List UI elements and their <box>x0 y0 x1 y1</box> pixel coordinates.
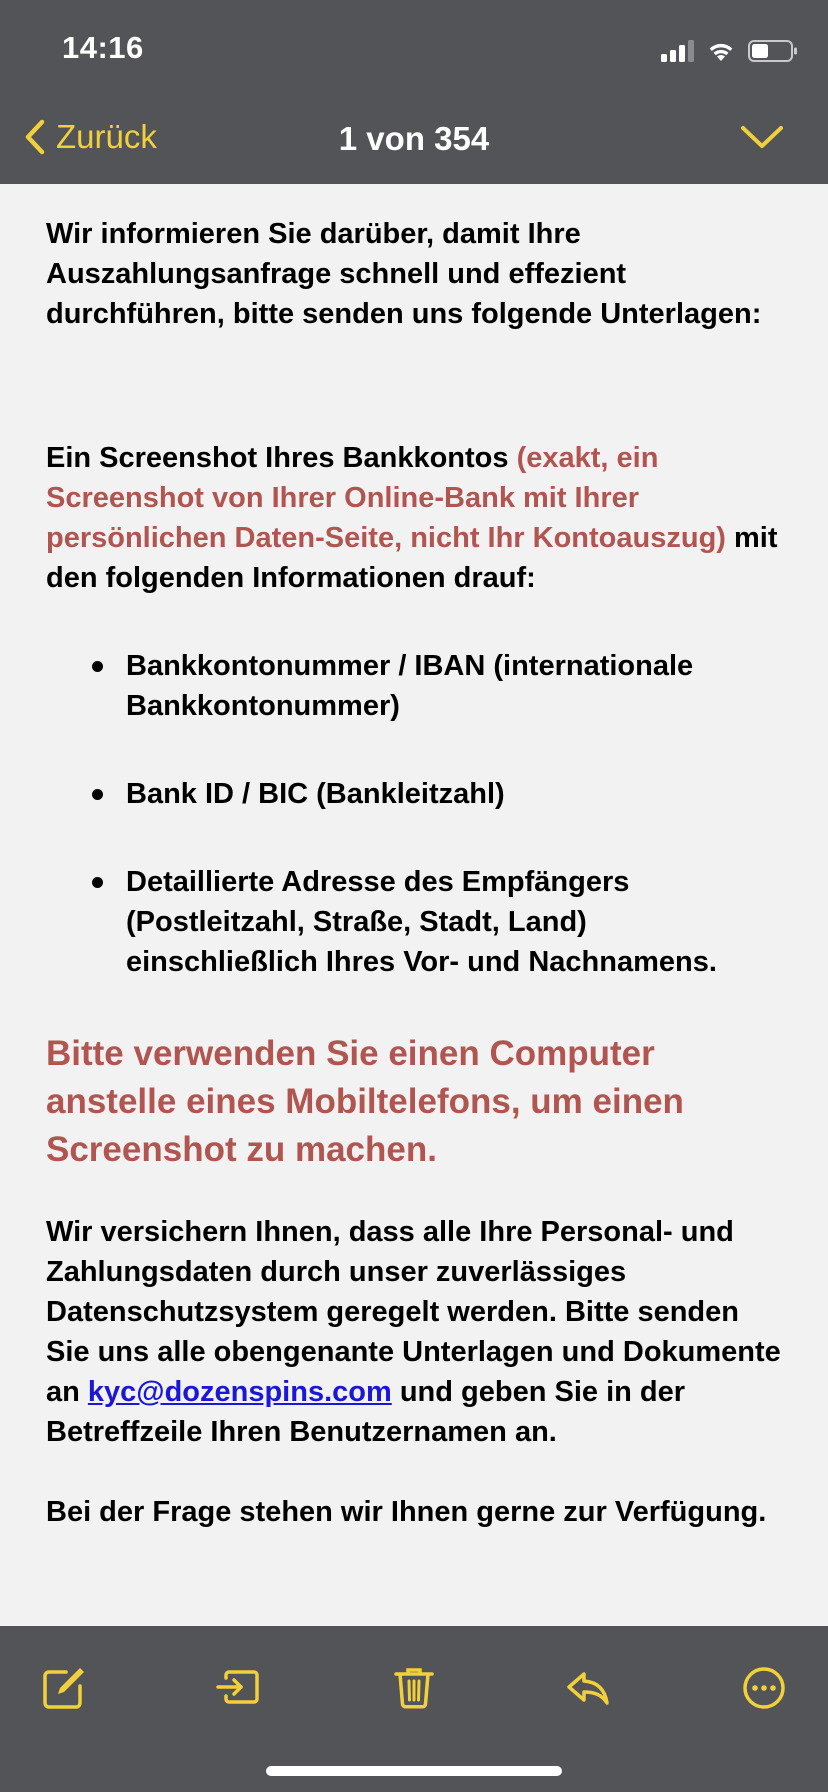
compose-icon <box>40 1664 88 1712</box>
screenshot-note: (exakt, ein Screenshot von Ihrer Online-Bank mit Ihrer persönlichen Daten-Seite, nicht Ihr Kontoauszug) <box>46 442 726 554</box>
screenshot-suffix: mit den folgenden Informationen drauf: <box>46 522 778 594</box>
more-button[interactable] <box>732 1656 796 1720</box>
computer-warning: Bitte verwenden Sie einen Computer anstelle eines Mobiltelefons, um einen Screenshot zu machen. <box>46 1034 684 1169</box>
move-button[interactable] <box>206 1656 270 1720</box>
chevron-down-icon <box>740 124 784 150</box>
trash-button[interactable] <box>382 1656 446 1720</box>
reply-icon <box>564 1664 612 1712</box>
trash-icon <box>390 1664 438 1712</box>
compose-button[interactable] <box>32 1656 96 1720</box>
cellular-signal-icon <box>661 40 694 62</box>
requirements-list <box>46 646 786 982</box>
security-paragraph <box>46 1212 786 1452</box>
message-position-title: 1 von 354 <box>338 120 490 157</box>
screenshot-paragraph <box>46 438 786 598</box>
top-bar <box>0 0 828 184</box>
screenshot-prefix: Ein Screenshot Ihres Bankkontos <box>46 442 517 474</box>
back-label: Zurück <box>56 118 157 155</box>
list-item: Bankkontonummer / IBAN (internationale Bankkontonummer) <box>46 646 786 726</box>
intro-paragraph: Wir informieren Sie darüber, damit Ihre Auszahlungsanfrage schnell und effezient durchführen, bitte senden uns folgende Unterlagen: <box>46 218 762 330</box>
status-icons <box>661 36 798 66</box>
battery-icon <box>748 39 798 63</box>
move-to-folder-icon <box>214 1664 262 1712</box>
list-item: Bank ID / BIC (Bankleitzahl) <box>46 774 786 814</box>
status-time: 14:16 <box>62 30 144 65</box>
list-item: Detaillierte Adresse des Empfängers (Postleitzahl, Straße, Stadt, Land) einschließlich Ihres Vor- und Nachnamens. <box>46 862 786 982</box>
next-message-button[interactable] <box>740 124 784 155</box>
home-indicator[interactable] <box>266 1766 562 1776</box>
reply-button[interactable] <box>556 1656 620 1720</box>
more-icon <box>740 1664 788 1712</box>
security-prefix: Wir versichern Ihnen, dass alle Ihre Personal- und Zahlungsdaten durch unser zuverlässiges Datenschutzsystem geregelt werden. Bitte senden Sie uns alle obengenante Unterlagen und Dokumente an <box>46 1216 781 1408</box>
wifi-icon <box>706 39 736 63</box>
security-suffix: und geben Sie in der Betreffzeile Ihren Benutzernamen an. <box>46 1376 686 1448</box>
kyc-email-link[interactable]: kyc@dozenspins.com <box>87 1376 392 1408</box>
email-body <box>46 184 786 1626</box>
cut-off-paragraph: Bei der Frage stehen wir Ihnen gerne zur Verfügung. <box>46 1496 767 1528</box>
